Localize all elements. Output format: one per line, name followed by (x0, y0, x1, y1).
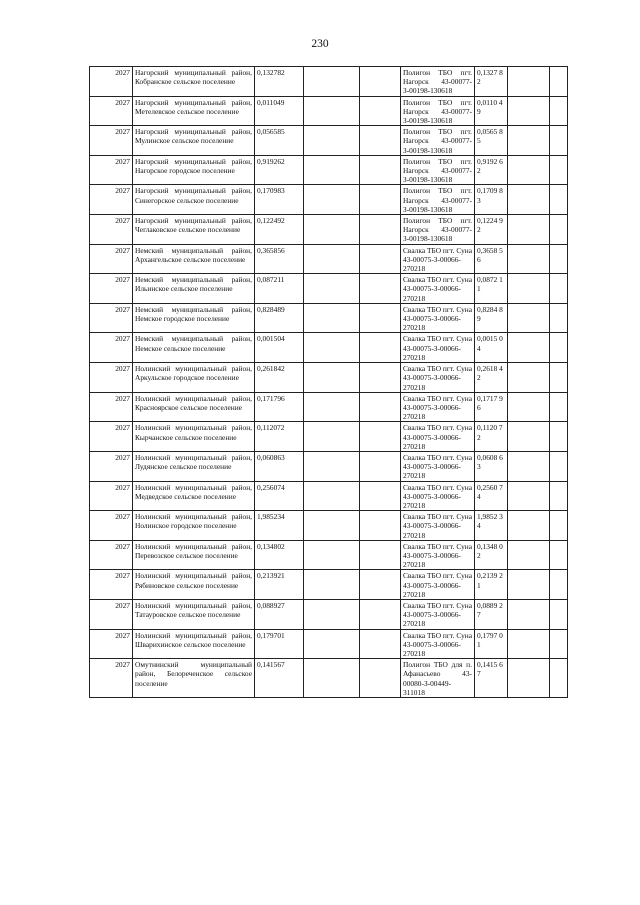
table-row (90, 155, 568, 185)
table-row (90, 570, 568, 600)
empty-cell (550, 511, 568, 541)
empty-cell (360, 422, 401, 452)
fraction-cell: 0,8284 89 (475, 303, 508, 333)
empty-cell (508, 333, 550, 363)
fraction-cell: 0,3658 56 (475, 244, 508, 274)
year-cell: 2027 (90, 540, 133, 570)
facility-cell: Свалка ТБО пгт. Суна 43-00075-З-00066-270218 (401, 392, 475, 422)
facility-cell: Свалка ТБО пгт. Суна 43-00075-З-00066-270218 (401, 540, 475, 570)
table-row (90, 629, 568, 659)
municipality-cell: Нолинский муниципальный район, Рябиновское сельское поселение (133, 570, 255, 600)
year-cell: 2027 (90, 481, 133, 511)
empty-cell (360, 481, 401, 511)
empty-cell (508, 629, 550, 659)
empty-cell (508, 599, 550, 629)
year-cell: 2027 (90, 363, 133, 393)
empty-cell (508, 67, 550, 97)
empty-cell (360, 67, 401, 97)
value-cell: 0,179701 (255, 629, 304, 659)
empty-cell (360, 155, 401, 185)
value-cell: 0,213921 (255, 570, 304, 600)
table-row (90, 303, 568, 333)
municipality-cell: Нолинский муниципальный район, Татауровское сельское поселение (133, 599, 255, 629)
municipality-cell: Нолинский муниципальный район, Нолинское городское поселение (133, 511, 255, 541)
municipality-cell: Нолинский муниципальный район, Кырчанское сельское поселение (133, 422, 255, 452)
value-cell: 0,087211 (255, 274, 304, 304)
municipality-cell: Нолинский муниципальный район, Шварихинское сельское поселение (133, 629, 255, 659)
empty-cell (550, 363, 568, 393)
municipality-cell: Немский муниципальный район, Немское сельское поселение (133, 333, 255, 363)
table-row (90, 67, 568, 97)
value-cell: 0,001504 (255, 333, 304, 363)
year-cell: 2027 (90, 244, 133, 274)
year-cell: 2027 (90, 511, 133, 541)
empty-cell (508, 659, 550, 698)
facility-cell: Свалка ТБО пгт. Суна 43-00075-З-00066-270218 (401, 570, 475, 600)
empty-cell (550, 422, 568, 452)
empty-cell (550, 274, 568, 304)
empty-cell (508, 481, 550, 511)
empty-cell (508, 303, 550, 333)
empty-cell (360, 570, 401, 600)
facility-cell: Полигон ТБО пгт. Нагорск 43-00077-З-00198-130618 (401, 215, 475, 245)
municipality-cell: Нолинский муниципальный район, Аркульское городское поселение (133, 363, 255, 393)
value-cell: 0,261842 (255, 363, 304, 393)
value-cell: 0,088927 (255, 599, 304, 629)
facility-cell: Свалка ТБО пгт. Суна 43-00075-З-00066-270218 (401, 363, 475, 393)
empty-cell (508, 126, 550, 156)
empty-cell (550, 185, 568, 215)
empty-cell (508, 540, 550, 570)
empty-cell (550, 629, 568, 659)
empty-cell (550, 333, 568, 363)
empty-cell (304, 126, 360, 156)
fraction-cell: 0,0608 63 (475, 451, 508, 481)
municipality-cell: Омутнинский муниципальный район, Белореченское сельское поселение (133, 659, 255, 698)
empty-cell (508, 511, 550, 541)
empty-cell (508, 274, 550, 304)
empty-cell (360, 244, 401, 274)
empty-cell (304, 274, 360, 304)
year-cell: 2027 (90, 422, 133, 452)
empty-cell (508, 155, 550, 185)
facility-cell: Полигон ТБО пгт. Нагорск 43-00077-З-00198-130618 (401, 67, 475, 97)
fraction-cell: 0,0015 04 (475, 333, 508, 363)
empty-cell (304, 96, 360, 126)
facility-cell: Свалка ТБО пгт. Суна 43-00075-З-00066-270218 (401, 274, 475, 304)
table-row (90, 96, 568, 126)
empty-cell (508, 392, 550, 422)
empty-cell (304, 155, 360, 185)
value-cell: 0,828489 (255, 303, 304, 333)
data-table (89, 66, 568, 698)
value-cell: 0,170983 (255, 185, 304, 215)
empty-cell (360, 333, 401, 363)
empty-cell (550, 244, 568, 274)
municipality-cell: Нолинский муниципальный район, Перевозское сельское поселение (133, 540, 255, 570)
facility-cell: Свалка ТБО пгт. Суна 43-00075-З-00066-270218 (401, 333, 475, 363)
page-number: 230 (311, 38, 329, 50)
table-row (90, 392, 568, 422)
facility-cell: Свалка ТБО пгт. Суна 43-00075-З-00066-270218 (401, 422, 475, 452)
year-cell: 2027 (90, 215, 133, 245)
facility-cell: Полигон ТБО пгт. Нагорск 43-00077-З-00198-130618 (401, 96, 475, 126)
empty-cell (550, 570, 568, 600)
empty-cell (508, 451, 550, 481)
table-row (90, 126, 568, 156)
value-cell: 0,365856 (255, 244, 304, 274)
municipality-cell: Нагорский муниципальный район, Чеглаковское сельское поселение (133, 215, 255, 245)
fraction-cell: 0,1224 92 (475, 215, 508, 245)
year-cell: 2027 (90, 392, 133, 422)
municipality-cell: Нолинский муниципальный район, Лудянское сельское поселение (133, 451, 255, 481)
empty-cell (360, 215, 401, 245)
empty-cell (304, 215, 360, 245)
fraction-cell: 0,1415 67 (475, 659, 508, 698)
fraction-cell: 0,1717 96 (475, 392, 508, 422)
table-row (90, 363, 568, 393)
table-row (90, 215, 568, 245)
fraction-cell: 0,2139 21 (475, 570, 508, 600)
value-cell: 0,141567 (255, 659, 304, 698)
value-cell: 0,132782 (255, 67, 304, 97)
year-cell: 2027 (90, 96, 133, 126)
empty-cell (360, 511, 401, 541)
value-cell: 0,122492 (255, 215, 304, 245)
empty-cell (304, 363, 360, 393)
facility-cell: Свалка ТБО пгт. Суна 43-00075-З-00066-270218 (401, 599, 475, 629)
facility-cell: Свалка ТБО пгт. Суна 43-00075-З-00066-270218 (401, 244, 475, 274)
empty-cell (304, 67, 360, 97)
table-row (90, 540, 568, 570)
empty-cell (508, 422, 550, 452)
year-cell: 2027 (90, 67, 133, 97)
fraction-cell: 0,2560 74 (475, 481, 508, 511)
value-cell: 0,056585 (255, 126, 304, 156)
empty-cell (550, 303, 568, 333)
fraction-cell: 0,0565 85 (475, 126, 508, 156)
empty-cell (550, 540, 568, 570)
municipality-cell: Немский муниципальный район, Немское городское поселение (133, 303, 255, 333)
value-cell: 0,256074 (255, 481, 304, 511)
empty-cell (550, 392, 568, 422)
empty-cell (360, 363, 401, 393)
table-body (90, 67, 568, 698)
table-row (90, 481, 568, 511)
empty-cell (304, 451, 360, 481)
empty-cell (360, 274, 401, 304)
empty-cell (550, 599, 568, 629)
municipality-cell: Нолинский муниципальный район, Медведское сельское поселение (133, 481, 255, 511)
empty-cell (360, 303, 401, 333)
fraction-cell: 0,1709 83 (475, 185, 508, 215)
value-cell: 0,112072 (255, 422, 304, 452)
empty-cell (304, 392, 360, 422)
municipality-cell: Нагорский муниципальный район, Кобранское сельское поселение (133, 67, 255, 97)
facility-cell: Полигон ТБО пгт. Нагорск 43-00077-З-00198-130618 (401, 126, 475, 156)
empty-cell (304, 629, 360, 659)
empty-cell (360, 659, 401, 698)
municipality-cell: Нагорский муниципальный район, Метелевское сельское поселение (133, 96, 255, 126)
empty-cell (360, 185, 401, 215)
table-row (90, 659, 568, 698)
empty-cell (508, 96, 550, 126)
empty-cell (360, 629, 401, 659)
fraction-cell: 0,0110 49 (475, 96, 508, 126)
municipality-cell: Нагорский муниципальный район, Синегорское сельское поселение (133, 185, 255, 215)
year-cell: 2027 (90, 274, 133, 304)
value-cell: 0,011049 (255, 96, 304, 126)
municipality-cell: Нагорский муниципальный район, Нагорское городское поселение (133, 155, 255, 185)
fraction-cell: 0,1797 01 (475, 629, 508, 659)
table-row (90, 274, 568, 304)
empty-cell (360, 126, 401, 156)
empty-cell (508, 363, 550, 393)
empty-cell (304, 599, 360, 629)
municipality-cell: Немский муниципальный район, Ильинское сельское поселение (133, 274, 255, 304)
facility-cell: Свалка ТБО пгт. Суна 43-00075-З-00066-270218 (401, 451, 475, 481)
municipality-cell: Нагорский муниципальный район, Мулинское сельское поселение (133, 126, 255, 156)
fraction-cell: 0,1327 82 (475, 67, 508, 97)
fraction-cell: 1,9852 34 (475, 511, 508, 541)
fraction-cell: 0,2618 42 (475, 363, 508, 393)
facility-cell: Свалка ТБО пгт. Суна 43-00075-З-00066-270218 (401, 511, 475, 541)
fraction-cell: 0,0889 27 (475, 599, 508, 629)
value-cell: 0,134802 (255, 540, 304, 570)
facility-cell: Свалка ТБО пгт. Суна 43-00075-З-00066-270218 (401, 481, 475, 511)
fraction-cell: 0,1348 02 (475, 540, 508, 570)
empty-cell (550, 96, 568, 126)
fraction-cell: 0,1120 72 (475, 422, 508, 452)
facility-cell: Полигон ТБО пгт. Нагорск 43-00077-З-00198-130618 (401, 155, 475, 185)
empty-cell (550, 451, 568, 481)
empty-cell (304, 481, 360, 511)
facility-cell: Полигон ТБО для п. Афанасьево 43-00080-З-00449-311018 (401, 659, 475, 698)
facility-cell: Свалка ТБО пгт. Суна 43-00075-З-00066-270218 (401, 629, 475, 659)
empty-cell (360, 392, 401, 422)
empty-cell (304, 570, 360, 600)
table-row (90, 185, 568, 215)
municipality-cell: Немский муниципальный район, Архангельское сельское поселение (133, 244, 255, 274)
year-cell: 2027 (90, 659, 133, 698)
year-cell: 2027 (90, 333, 133, 363)
table-row (90, 511, 568, 541)
value-cell: 0,171796 (255, 392, 304, 422)
year-cell: 2027 (90, 451, 133, 481)
empty-cell (508, 570, 550, 600)
empty-cell (304, 540, 360, 570)
municipality-cell: Нолинский муниципальный район, Красноярское сельское поселение (133, 392, 255, 422)
year-cell: 2027 (90, 185, 133, 215)
year-cell: 2027 (90, 599, 133, 629)
year-cell: 2027 (90, 629, 133, 659)
facility-cell: Полигон ТБО пгт. Нагорск 43-00077-З-00198-130618 (401, 185, 475, 215)
empty-cell (508, 244, 550, 274)
table-row (90, 333, 568, 363)
empty-cell (550, 215, 568, 245)
empty-cell (550, 155, 568, 185)
empty-cell (304, 333, 360, 363)
year-cell: 2027 (90, 126, 133, 156)
value-cell: 0,060863 (255, 451, 304, 481)
empty-cell (304, 303, 360, 333)
empty-cell (360, 599, 401, 629)
empty-cell (550, 126, 568, 156)
fraction-cell: 0,0872 11 (475, 274, 508, 304)
empty-cell (304, 422, 360, 452)
year-cell: 2027 (90, 303, 133, 333)
empty-cell (304, 511, 360, 541)
value-cell: 1,985234 (255, 511, 304, 541)
empty-cell (360, 96, 401, 126)
empty-cell (550, 659, 568, 698)
empty-cell (360, 540, 401, 570)
facility-cell: Свалка ТБО пгт. Суна 43-00075-З-00066-270218 (401, 303, 475, 333)
table-row (90, 451, 568, 481)
empty-cell (304, 659, 360, 698)
fraction-cell: 0,9192 62 (475, 155, 508, 185)
empty-cell (304, 185, 360, 215)
empty-cell (304, 244, 360, 274)
empty-cell (508, 215, 550, 245)
value-cell: 0,919262 (255, 155, 304, 185)
empty-cell (508, 185, 550, 215)
empty-cell (360, 451, 401, 481)
year-cell: 2027 (90, 570, 133, 600)
table-row (90, 599, 568, 629)
table-row (90, 244, 568, 274)
empty-cell (550, 481, 568, 511)
empty-cell (550, 67, 568, 97)
year-cell: 2027 (90, 155, 133, 185)
table-row (90, 422, 568, 452)
